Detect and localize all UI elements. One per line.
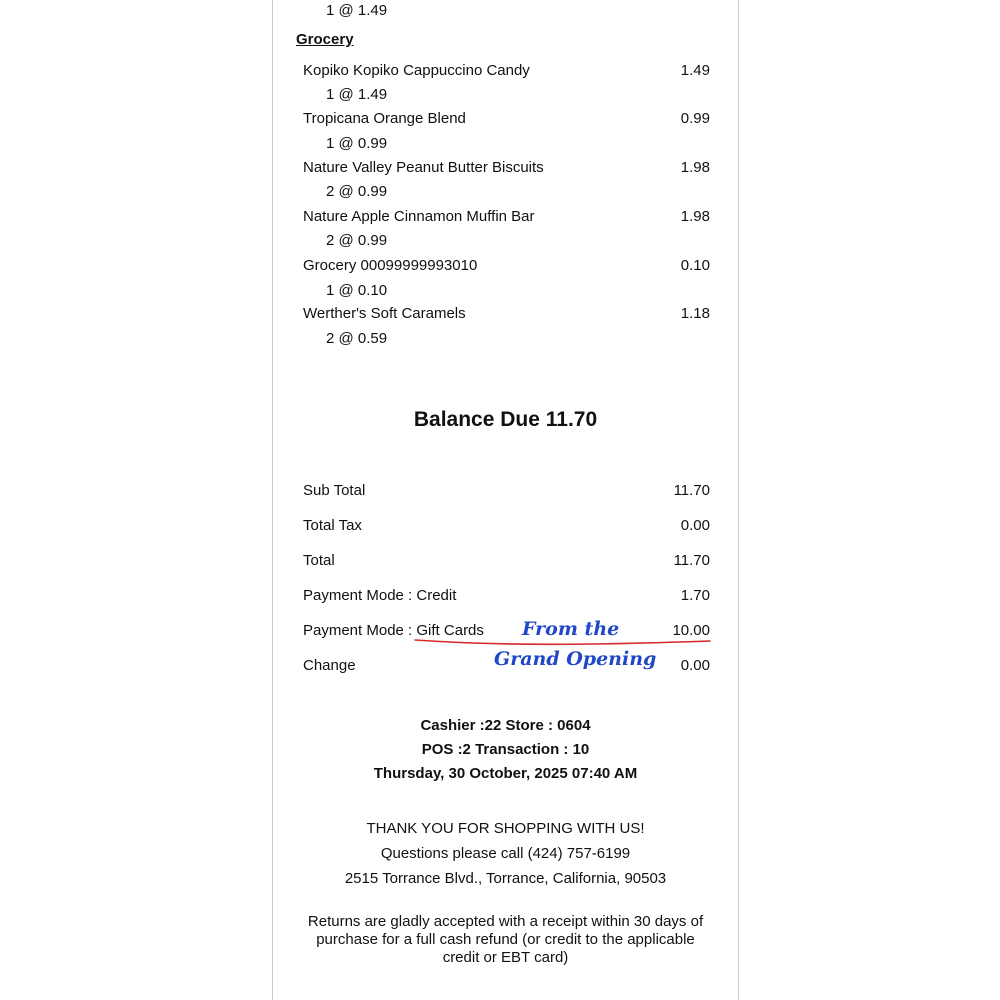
item-quantity: 1 @ 1.49	[326, 2, 388, 19]
payment-credit-value: 1.70	[680, 587, 710, 604]
questions-phone: Questions please call (424) 757-6199	[380, 845, 631, 862]
payment-gift-cards-value: 10.00	[672, 622, 710, 639]
handwritten-note-line2: Grand Opening	[494, 648, 657, 670]
item-name: Nature Valley Peanut Butter Biscuits	[303, 159, 544, 176]
subtotal-label: Sub Total	[303, 482, 366, 499]
item-price: 1.98	[680, 208, 710, 225]
total-tax-value: 0.00	[680, 517, 710, 534]
change-label: Change	[303, 657, 356, 674]
total-tax-label: Total Tax	[303, 517, 362, 534]
total-value: 11.70	[673, 552, 710, 569]
store-address: 2515 Torrance Blvd., Torrance, California, 90503	[344, 870, 667, 887]
item-quantity: 2 @ 0.99	[326, 232, 388, 249]
item-price: 0.99	[680, 110, 710, 127]
handwritten-note-line1: From the	[522, 618, 620, 640]
returns-policy: Returns are gladly accepted with a receipt within 30 days of purchase for a full cash refund (or credit to the applicable credit or EBT card)	[307, 913, 704, 966]
cashier-store-line: Cashier :22 Store : 0604	[420, 717, 591, 734]
item-name: Nature Apple Cinnamon Muffin Bar	[303, 208, 535, 225]
item-price: 1.49	[680, 62, 710, 79]
receipt-paper	[272, 0, 739, 1000]
item-quantity: 2 @ 0.99	[326, 183, 388, 200]
item-quantity: 2 @ 0.59	[326, 330, 388, 347]
balance-due: Balance Due 11.70	[413, 408, 598, 431]
pos-transaction-line: POS :2 Transaction : 10	[421, 741, 590, 758]
subtotal-value: 11.70	[673, 482, 710, 499]
payment-gift-cards-label: Payment Mode : Gift Cards	[303, 622, 484, 639]
item-price: 1.98	[680, 159, 710, 176]
thank-you-message: THANK YOU FOR SHOPPING WITH US!	[366, 820, 645, 837]
item-name: Grocery 00099999993010	[303, 257, 478, 274]
item-name: Kopiko Kopiko Cappuccino Candy	[303, 62, 530, 79]
section-title-grocery: Grocery	[296, 31, 354, 48]
item-price: 0.10	[680, 257, 710, 274]
item-price: 1.18	[680, 305, 710, 322]
payment-credit-label: Payment Mode : Credit	[303, 587, 457, 604]
transaction-datetime: Thursday, 30 October, 2025 07:40 AM	[373, 765, 638, 782]
item-quantity: 1 @ 0.10	[326, 282, 388, 299]
item-name: Werther's Soft Caramels	[303, 305, 466, 322]
item-name: Tropicana Orange Blend	[303, 110, 466, 127]
change-value: 0.00	[680, 657, 710, 674]
total-label: Total	[303, 552, 335, 569]
item-quantity: 1 @ 1.49	[326, 86, 388, 103]
item-quantity: 1 @ 0.99	[326, 135, 388, 152]
